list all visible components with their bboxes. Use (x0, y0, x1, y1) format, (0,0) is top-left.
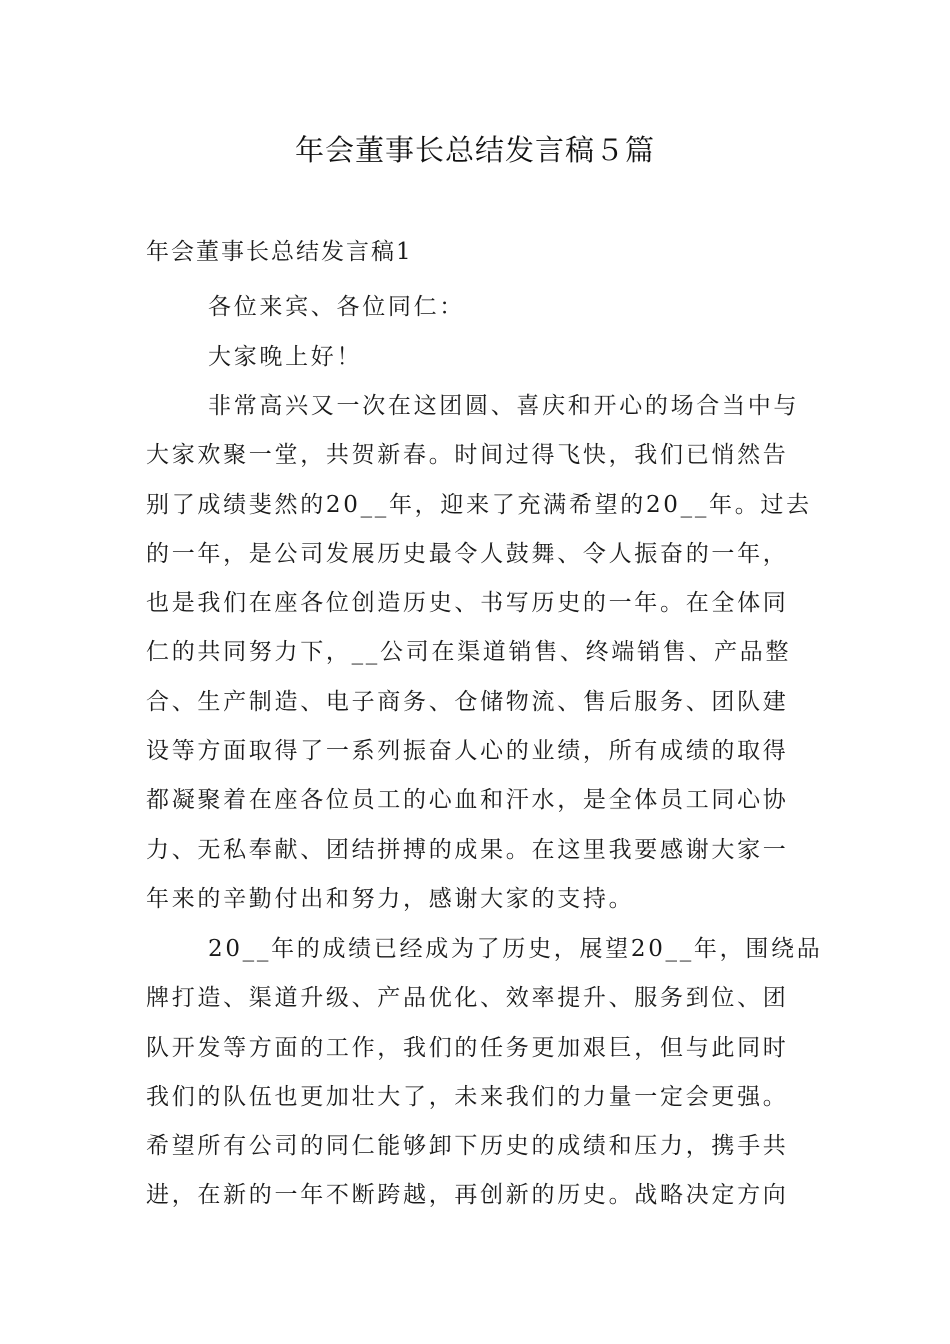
paragraph-line: 队开发等方面的工作，我们的任务更加艰巨，但与此同时 (146, 1034, 789, 1061)
paragraph-line: 别了成绩斐然的20__年，迎来了充满希望的20__年。过去 (146, 491, 812, 518)
paragraph-line: 仁的共同努力下，__公司在渠道销售、终端销售、产品整 (146, 639, 792, 666)
salutation-line (146, 333, 810, 382)
paragraph-1 (146, 382, 810, 924)
paragraph-line: 合、生产制造、电子商务、仓储物流、售后服务、团队建 (146, 688, 789, 715)
paragraph-2 (146, 925, 823, 1221)
greeting-line (146, 283, 810, 332)
paragraph-line: 牌打造、渠道升级、产品优化、效率提升、服务到位、团 (146, 985, 789, 1012)
paragraph-line: 力、无私奉献、团结拼搏的成果。在这里我要感谢大家一 (146, 836, 789, 863)
salutation-text: 大家晚上好！ (208, 344, 363, 370)
paragraph-line: 非常高兴又一次在这团圆、喜庆和开心的场合当中与 (208, 393, 800, 419)
paragraph-line: 20__年的成绩已经成为了历史，展望20__年，围绕品 (208, 936, 823, 962)
greeting-text: 各位来宾、各位同仁： (208, 294, 465, 320)
paragraph-line: 我们的队伍也更加壮大了，未来我们的力量一定会更强。 (146, 1083, 789, 1110)
paragraph-line: 的一年，是公司发展历史最令人鼓舞、令人振奋的一年， (146, 540, 789, 567)
paragraph-line: 大家欢聚一堂，共贺新春。时间过得飞快，我们已悄然告 (146, 442, 789, 469)
paragraph-line: 希望所有公司的同仁能够卸下历史的成绩和压力，携手共 (146, 1133, 789, 1160)
section-heading: 年会董事长总结发言稿1 (146, 239, 413, 265)
paragraph-line: 年来的辛勤付出和努力，感谢大家的支持。 (146, 885, 635, 912)
paragraph-line: 设等方面取得了一系列振奋人心的业绩，所有成绩的取得 (146, 738, 789, 765)
paragraph-line: 进，在新的一年不断跨越，再创新的历史。战略决定方向 (146, 1182, 789, 1209)
paragraph-line: 都凝聚着在座各位员工的心血和汗水，是全体员工同心协 (146, 787, 789, 814)
paragraph-line: 也是我们在座各位创造历史、书写历史的一年。在全体同 (146, 590, 789, 617)
document-title: 年会董事长总结发言稿５篇 (294, 133, 655, 167)
